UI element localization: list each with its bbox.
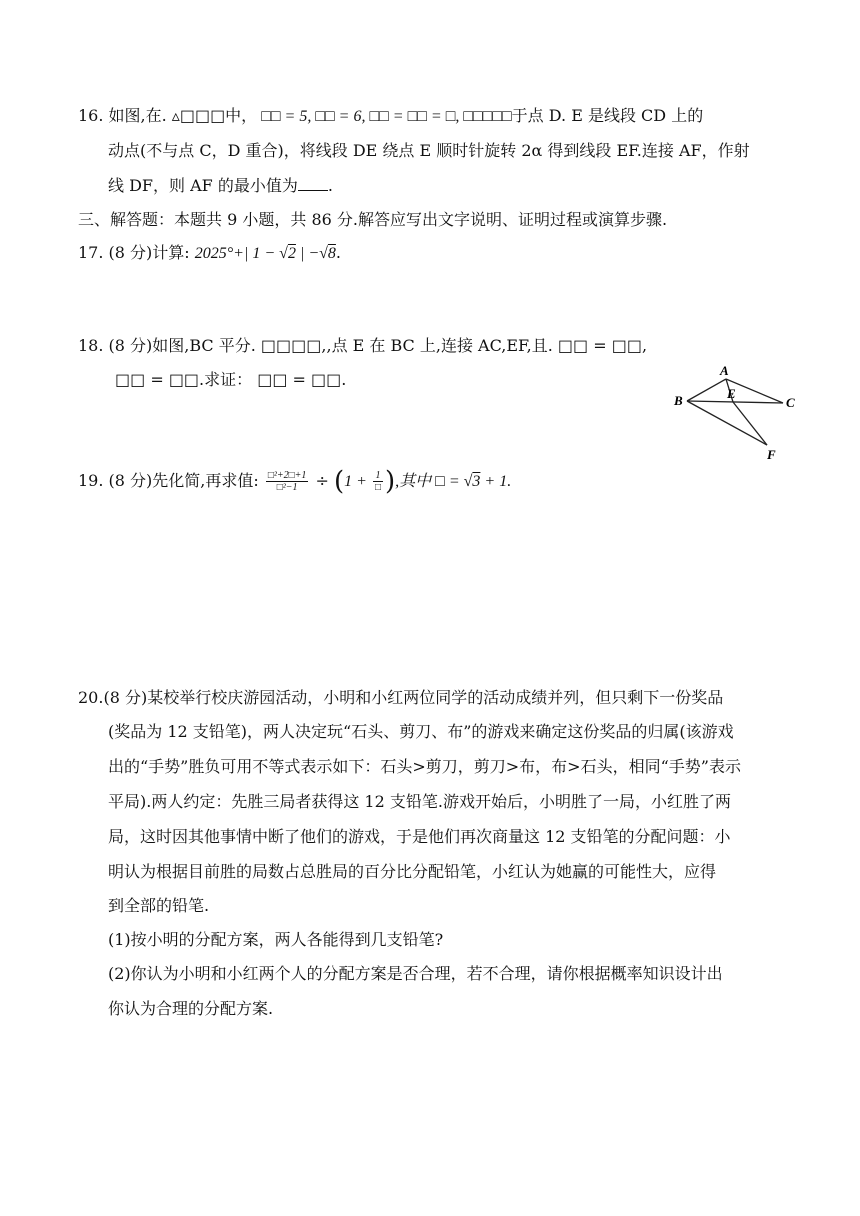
q17-expr-a: 2025°+| 1 − √ — [194, 245, 288, 262]
label-f: F — [767, 447, 776, 462]
q19-div: ÷ — [310, 471, 335, 490]
q19-frac-den: □²−1 — [276, 482, 298, 493]
q20-line-5: 局，这时因其他事情中断了他们的游戏，于是他们再次商量这 12 支铅笔的分配问题：小 — [108, 827, 731, 846]
q19-inner: 1 + — [344, 473, 371, 490]
q20-line-6: 明认为根据目前胜的局数占总胜局的百分比分配铅笔，小红认为她赢的可能性大，应得 — [108, 862, 717, 881]
q19-inner-den: □ — [374, 482, 382, 493]
q19-line — [78, 466, 512, 497]
label-b: B — [674, 393, 683, 408]
q20-line-1: 20.(8 分)某校举行校庆游园活动，小明和小红两位同学的活动成绩并列，但只剩下一份奖品 — [78, 688, 724, 707]
q17-expr-d: 8 — [327, 245, 336, 262]
q18-line-2: □□ = □□.求证： □□ = □□. — [115, 370, 347, 389]
q17-prefix: 17. (8 分)计算: — [78, 243, 195, 262]
q16-line-3 — [108, 176, 333, 196]
q18-line-1: 18. (8 分)如图,BC 平分. □□□□,,点 E 在 BC 上,连接 AC,EF,且. □□ = □□, — [78, 336, 648, 355]
label-a: A — [720, 363, 729, 378]
q16-line-1 — [78, 106, 703, 127]
q17-expr-e: . — [335, 243, 342, 262]
q19-fraction — [266, 470, 309, 493]
q20-subquestion-2: (2)你认为小明和小红两个人的分配方案是否合理，若不合理，请你根据概率知识设计出 — [108, 964, 723, 983]
q20-line-3: 出的“手势”胜负可用不等式表示如下：石头>剪刀，剪刀>布，布>石头，相同“手势”表示 — [108, 757, 741, 776]
answer-blank — [298, 176, 328, 191]
q19-inner-num: 1 — [373, 470, 383, 482]
q19-lparen: ( — [334, 466, 345, 497]
q19-frac-num: □²+2□+1 — [267, 470, 307, 481]
q17-line — [78, 243, 341, 264]
q19-suffix-a: ,其中 □ = √ — [395, 473, 473, 490]
q20-line-2: (奖品为 12 支铅笔)，两人决定玩“石头、剪刀、布”的游戏来确定这份奖品的归属(该游戏 — [108, 722, 734, 741]
q20-subquestion-1: (1)按小明的分配方案，两人各能得到几支铅笔? — [108, 930, 444, 949]
q17-expr-b: 2 — [287, 245, 296, 262]
q16-prefix: 16. 如图,在. — [78, 106, 172, 125]
q19-inner-fraction — [373, 470, 383, 493]
q19-prefix: 19. (8 分)先化简,再求值: — [78, 471, 264, 490]
label-c: C — [786, 395, 795, 410]
q20-line-4: 平局).两人约定：先胜三局者获得这 12 支铅笔.游戏开始后，小明胜了一局，小红胜了两 — [108, 792, 731, 811]
q16-line-2: 动点(不与点 C，D 重合)，将线段 DE 绕点 E 顺时针旋转 2α 得到线段 EF.连接 AF，作射 — [108, 141, 750, 160]
q16-suffix: 于点 D. E 是线段 CD 上的 — [511, 106, 704, 125]
q20-line-7: 到全部的铅笔. — [108, 896, 210, 915]
geometry-figure — [670, 362, 810, 462]
q16-line-3-end: . — [327, 176, 333, 195]
q19-suffix-b: 3 — [472, 473, 481, 490]
section-3-header: 三、解答题：本题共 9 小题，共 86 分.解答应写出文字说明、证明过程或演算步骤. — [78, 210, 668, 229]
q19-rparen: ) — [385, 466, 396, 497]
q17-expr-c: | −√ — [295, 245, 328, 262]
q16-triangle: ▵□□□中， — [171, 106, 258, 125]
q19-suffix-c: + 1. — [480, 473, 512, 490]
q20-subquestion-2-cont: 你认为合理的分配方案. — [108, 999, 274, 1018]
q16-equations: □□ = 5, □□ = 6, □□ = □□ = □, □□□□□ — [257, 108, 512, 125]
q16-line-3-text: 线 DF，则 AF 的最小值为 — [108, 176, 298, 195]
label-e: E — [727, 386, 736, 401]
